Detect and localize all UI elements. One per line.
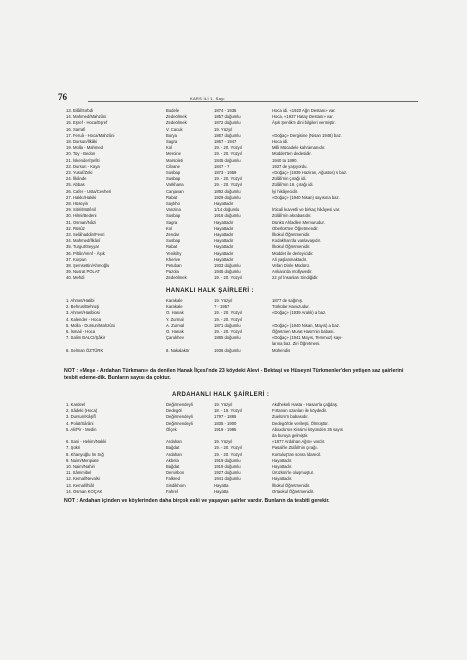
poet-note: Fırtanon ozanları ile köydedir.	[272, 408, 327, 414]
hanakli-places	[166, 298, 210, 354]
poet-note: Ankara'da müllywedir.	[272, 269, 313, 275]
poet-name: 22. Dursun - Kaya	[66, 163, 100, 169]
note-ardahan: NOT : Ardahan içinden ve köylerinden daha birçok eski ve yaşayan şairler vardır. Bunların da tesbiti gerekir.	[64, 498, 330, 504]
poet-note: 1937 de yaşıyordu.	[272, 163, 308, 169]
poet-date: 1874 - 1935	[214, 108, 237, 113]
section1-notes	[272, 108, 414, 282]
poet-name: 4. Kalender - Hoca	[66, 316, 101, 322]
poet-place: Vanzina	[166, 207, 181, 213]
poet-name: 20. Toy - Bedon	[66, 151, 96, 157]
poet-place: Sindikhom	[166, 482, 186, 488]
poet-note: Hoca, «1937 Hatay Destanı» var.	[272, 114, 334, 120]
poet-note: Dünkü Ahladlen Memurudur.	[272, 219, 325, 225]
poet-name: 26. Cafer - Usta/Cevheri	[66, 188, 112, 194]
poet-place: Sagra	[166, 219, 178, 225]
poet-date: 19. - 20. Yüzyıl	[214, 145, 242, 151]
poet-note: Zülâli'nin çırağı idi.	[272, 176, 307, 182]
poet-name: 31. Osman/Nâzi	[66, 219, 97, 225]
poet-place: Petuban	[166, 263, 182, 269]
poet-date: Hayattadır	[214, 219, 234, 225]
poet-note: Pasali'le Zülâli'nin çırağı.	[272, 445, 318, 451]
poet-note: Hayattadır.	[272, 457, 293, 463]
poet-place: Cilvane	[166, 163, 180, 169]
poet-place: O. Hanak	[166, 310, 184, 316]
poet-name: 27. Hakkı/Hakiki	[66, 194, 97, 200]
hanakli-title: HANAKLI HALK ŞAİRLERİ :	[166, 288, 254, 294]
poet-note: Zülâli'nin 16. çırağı idi.	[272, 182, 314, 188]
poet-place: Ardahan	[166, 439, 182, 445]
poet-date: 19. Yüzyıl	[214, 402, 233, 407]
poet-name: 14. Mahmed/Mahzûni	[66, 114, 107, 120]
poet-name: 9. Naim/Menpiate	[66, 457, 99, 463]
poet-note: Müddet'ten dedesidir.	[272, 151, 312, 157]
poet-place: Zedeölmek	[166, 114, 187, 120]
note-hanak: NOT : «Meşe - Ardahan Türkmanı» da denilen Hanak İlçesi'nde 23 köydeki Alevi - Bektaşi ve Hüseyni Türkmenler'den yetişen saz şairlerini tesbit edeme-dik. Bunların sayısı da çoktur.	[64, 368, 404, 381]
poet-date: 19. Yüzyıl	[214, 439, 233, 445]
poet-place: Zedeölmek	[166, 120, 187, 126]
poet-date: 1857 doğumlu	[214, 114, 241, 120]
poet-date: 19. - 20. Yüzyıl	[214, 316, 242, 322]
poet-note: «Doğaç» (1939 Aralık) a baz.	[272, 310, 327, 316]
poet-name: 37. Kurpun	[66, 256, 87, 262]
poet-note: 1877 de sağmış.	[272, 298, 303, 303]
poet-note: İlkokul Öğretmenidir.	[272, 482, 311, 488]
poet-note: Ali yaşlanmaktadır.	[272, 256, 308, 262]
poet-date: Hayattadır	[214, 256, 234, 262]
poet-note: 22 yıl İnsanları Sindiğidir.	[272, 275, 319, 281]
poet-date: 19. - 20. Yüzyıl	[214, 275, 242, 281]
ardahanli-places	[166, 402, 210, 495]
poet-place: Canjavan	[166, 188, 184, 194]
poet-date: 1945 doğumlu	[214, 269, 241, 275]
poet-note: 1940 ta 1890.	[272, 157, 298, 163]
poet-place: Kherive	[166, 256, 181, 262]
poet-date: 19. Yüzyıl	[214, 298, 233, 303]
poet-place: Rabat	[166, 194, 178, 200]
poet-place: Demirbon	[166, 470, 185, 476]
poet-place: Pazola	[166, 269, 179, 275]
poet-name: 1. Ahmet/Hatibi	[66, 298, 95, 303]
poet-date: 1845 doğumlu	[214, 157, 241, 163]
poet-name: 2. Behrus/Behruşi	[66, 304, 100, 310]
poet-place: Mercine	[166, 151, 181, 157]
poet-name: 12. Kemal/Nevalsi	[66, 476, 100, 482]
ardahanli-notes	[272, 402, 414, 495]
poet-date: 1919 doğumlu	[214, 457, 241, 463]
poet-name: 2. Sâdeki (Hoca)	[66, 408, 98, 414]
poet-name: 13. Kemal/İhlâl	[66, 482, 94, 488]
poet-name: 32. Rüsûz	[66, 225, 85, 231]
poet-date: 1936 doğumlu	[214, 347, 241, 353]
poet-date: Hayatta	[214, 488, 229, 494]
poet-note: Zuelüm'n babasıdır.	[272, 414, 309, 420]
poet-date: 1941 doğumlu	[214, 476, 241, 482]
ardahanli-title: ARDAHANLI HALK ŞAİRLERİ :	[172, 392, 270, 398]
poet-note: Ortaokul Öğretmenidir.	[272, 488, 315, 494]
poet-date: 19. - 20. Yüzyıl	[214, 445, 242, 451]
poet-date: 1933 doğumlu	[214, 263, 241, 269]
poet-date: 19. - 20. Yüzyıl	[214, 182, 242, 188]
poet-name: 4. Polat/Sârâni	[66, 420, 94, 426]
poet-name: 1. Kardeel	[66, 402, 86, 407]
poet-name: 6. Sani - Hekim/Nakki	[66, 439, 107, 445]
poet-note: «Doğaç» Dergisine (Nisan 1948) baz.	[272, 132, 342, 138]
poet-date: 1892 doğumlu	[214, 188, 241, 194]
poet-note: Hayattadır.	[272, 476, 293, 482]
poet-name: 5. Ali/Pir - Medin	[66, 426, 97, 432]
poet-note: Akdhekeli Hasta - Hasan'la çağdaş.	[272, 402, 338, 407]
header-rule	[88, 101, 418, 102]
poet-date: Hayattadır	[214, 225, 234, 231]
poet-name: 30. Hilmi/Bedeni	[66, 213, 97, 219]
poet-note: «Doğaç» (1940 Nisan) sayısına baz.	[272, 194, 340, 200]
poet-name: 18. Dursun/İlkâki	[66, 139, 98, 145]
poet-name: 33. Selâhaddin/Fevri	[66, 232, 105, 238]
poet-place: Sagra	[166, 139, 178, 145]
poet-place: Y. Zurmal	[166, 316, 184, 322]
poet-place: Budele	[166, 108, 180, 113]
poet-date: Hayattadır	[214, 250, 234, 256]
poet-place: Çarukhev	[166, 335, 184, 341]
poet-place: V. Cacuk	[166, 126, 183, 132]
poet-place: Değirmendeyli	[166, 414, 193, 420]
poet-place: Değirmendeyli	[166, 420, 193, 426]
poet-name: 8. Selman ÖZTÜRK	[66, 347, 104, 353]
poet-note: Öğretmen Murat Hasn'nin babası.	[272, 329, 335, 335]
poet-note: Vefan Dinle Müdürü.	[272, 263, 310, 269]
poet-place: Kol	[166, 225, 173, 231]
poet-place: Fahrel	[166, 488, 178, 494]
poet-name: 39. Nusrat POLAT	[66, 269, 100, 275]
poet-name: 28. Hüseyin	[66, 201, 89, 207]
poet-date: 1867 doğumlu	[214, 132, 241, 138]
poet-place: Falkred	[166, 476, 180, 482]
poet-note: Hayattadır.	[272, 464, 293, 470]
poet-place: O. Hanak	[166, 329, 184, 335]
poet-date: 1835 - 1900	[214, 420, 237, 426]
poet-name: 11. Sâmmibel	[66, 470, 92, 476]
poet-note: Abaxdu'sıs Kissimi köyünden 35 sayıs	[272, 426, 343, 432]
poet-date: 19. - 20. Yüzyıl	[214, 151, 242, 157]
ardahanli-names	[66, 402, 166, 495]
poet-place: Dedegöl	[166, 408, 182, 414]
poet-place: Değirmendeyli	[166, 402, 193, 407]
poet-name: 17. Feruâ - Hoca/Mahzûni	[66, 132, 115, 138]
poet-name: 13. Bilâl/Sırbdi	[66, 108, 93, 113]
poet-date: 1873 - 1959	[214, 170, 237, 176]
poet-date: 19. - 20. Yüzyıl	[214, 310, 242, 316]
poet-name: 29. Sitiri/Mütênil	[66, 207, 96, 213]
poet-date: Hayattadır	[214, 238, 234, 244]
poet-name: 36. Piltûn/Venf - Âşık	[66, 250, 105, 256]
hanakli-notes	[272, 298, 414, 354]
poet-note: Müddet ile derleyicidir.	[272, 250, 314, 256]
poet-note: Âşık Şenlik'e dini bilgileri vermiştir.	[272, 120, 336, 126]
poet-place: Susbap	[166, 176, 181, 182]
poet-name: 25. Abbas	[66, 182, 85, 188]
poet-date: Hayattadır	[214, 201, 234, 207]
running-head: KARS İLİ 1. Sayı	[190, 96, 225, 101]
poet-place: Akbela	[166, 457, 179, 463]
poet-name: 16. Sarrafi	[66, 126, 86, 132]
poet-date: 19. - 20. Yüzyıl	[214, 329, 242, 335]
poet-place: Kol	[166, 145, 173, 151]
poet-place: 8. Nakalakör	[166, 347, 190, 353]
poet-note: Oberlüs'ten Öğretmendir.	[272, 225, 319, 231]
poet-date: 1929 doğumlu	[214, 194, 241, 200]
hanakli-dates	[214, 298, 262, 354]
poet-note: İlkokul Öğretmenidir.	[272, 244, 311, 250]
poet-date: ? - 1957	[214, 304, 230, 310]
poet-note: Hoca idi.	[272, 139, 289, 145]
poet-note: «Doğaç» (1939 Haziran, Ağustos) s baz.	[272, 170, 348, 176]
poet-place: Karakale	[166, 304, 183, 310]
poet-note: Kurtuluş'tan sonra İdarecil.	[272, 451, 322, 457]
poet-date: Hayatta	[214, 482, 229, 488]
hanakli-names	[66, 298, 166, 354]
poet-place: Ölçek	[166, 426, 177, 432]
poet-place: Rabat	[166, 244, 178, 250]
poet-name: 6. İsmail - Hoca	[66, 329, 96, 335]
poet-date: 1885 doğumlu	[214, 335, 241, 341]
poet-note: Milli Mücadele kahramanıdır.	[272, 145, 326, 151]
poet-date: 1871 doğumlu	[214, 322, 241, 328]
poet-date: 1872 doğumlu	[214, 120, 241, 126]
section1-names	[66, 108, 166, 282]
poet-name: 19. Molla - Mahmed	[66, 145, 104, 151]
poet-place: Karakale	[166, 298, 183, 303]
poet-place: Bağdat	[166, 445, 180, 451]
poet-name: 3. Dursun/Kâşifî	[66, 414, 96, 420]
poet-date: 19. Yüzyıl	[214, 126, 233, 132]
poet-name: 38. Şemsettin/Ahmoğlu	[66, 263, 110, 269]
poet-place: Susbap	[166, 213, 181, 219]
poet-note: İyi hikâyecidir.	[272, 188, 299, 194]
poet-place: Burya	[166, 132, 177, 138]
poet-name: 5. Molla - Dursun/Mahzûni	[66, 322, 115, 328]
poet-note: Dedegöl'de verileşti, Ölmüştür.	[272, 420, 329, 426]
poet-note: Kodakhan'da vanlavaşıdır.	[272, 238, 321, 244]
poet-note: Ürüzkmi'le oluşmuştur.	[272, 470, 314, 476]
poet-note: «Doğaç» (1940 Nisan, Mayıs) a baz.	[272, 322, 340, 328]
poet-date: 18. - 19. Yüzyıl	[214, 408, 242, 414]
poet-place: Yenikihy	[166, 250, 182, 256]
poet-date: 19. - 20. Yüzyıl	[214, 451, 242, 457]
poet-name: 34. Mahmed/İlkânî	[66, 238, 101, 244]
poet-name: 24. İlkânde	[66, 176, 87, 182]
poet-place: Susbap	[166, 238, 181, 244]
poet-date: 1916 doğumlu	[214, 213, 241, 219]
poet-note: «1877 Ardahan Ağıtı» vardır.	[272, 439, 326, 445]
section1-dates	[214, 108, 262, 282]
poet-name: 15. Eşref - Hoca/Eşref	[66, 120, 108, 126]
poet-place: Zedeölmek	[166, 275, 187, 281]
poet-name: 14. Osman KOÇAK	[66, 488, 103, 494]
poet-date: 1867 - 1947	[214, 139, 237, 145]
poet-place: Marsoleti	[166, 157, 183, 163]
poet-date: Hayattadır	[214, 244, 234, 250]
poet-name: 40. Mehdi	[66, 275, 85, 281]
poet-note: da buruya gelmiştir.	[272, 433, 309, 439]
poet-note: «Doğaç» (1941 Mayıs, Temmuz) sayı-	[272, 335, 343, 341]
poet-name: 10. Naim/Nahiri	[66, 464, 95, 470]
poet-place: Zendar	[166, 232, 180, 238]
poet-date: 1847 - ?	[214, 163, 230, 169]
poet-place: Bağdat	[166, 464, 180, 470]
poet-name: 7. Salim BALCI/Şâkir	[66, 335, 106, 341]
poet-name: 8. Khanyuğlu İm Sığ	[66, 451, 104, 457]
poet-note: larına baz. Ziri Öğretmeni.	[272, 341, 321, 347]
poet-place: Ardahan	[166, 451, 182, 457]
ardahanli-dates	[214, 402, 262, 495]
section1-places	[166, 108, 210, 282]
poet-place: Susbap	[166, 170, 181, 176]
poet-note: Zülâli'nin akrabasıdır.	[272, 213, 312, 219]
page-number: 76	[58, 92, 67, 102]
poet-place: Varkhana	[166, 182, 184, 188]
poet-name: 7. Şükri	[66, 445, 81, 451]
poet-name: 23. Yusuf/Zeki	[66, 170, 93, 176]
poet-date: 1919 doğumlu	[214, 464, 241, 470]
poet-place: Saykho	[166, 201, 180, 207]
poet-place: A. Zurmal	[166, 322, 185, 328]
poet-date: 1797 - 1865	[214, 414, 237, 420]
poet-date: 19. - 20. Yüzyıl	[214, 176, 242, 182]
poet-name: 35. Turgut/Seyyar	[66, 244, 100, 250]
poet-note: Hoca idi. «1920 Ağrı Destanı» var.	[272, 108, 336, 113]
poet-date: Hayattadır	[214, 232, 234, 238]
poet-note: Mühendis	[272, 347, 291, 353]
poet-date: 1/14 doğumlu	[214, 207, 240, 213]
poet-date: 1927 doğumlu	[214, 470, 241, 476]
poet-date: 1919 - 1995	[214, 426, 237, 432]
poet-note: İlkokul Öğretmenidir.	[272, 232, 311, 238]
poet-note: Türkülar Havuzudur.	[272, 304, 310, 310]
poet-note: İrticali kuvvetli ve birkaç hikâyesi var.	[272, 207, 341, 213]
poet-name: 21. İskender/Şefiti	[66, 157, 100, 163]
poet-name: 3. Ahmet/Hasbiosi	[66, 310, 100, 316]
